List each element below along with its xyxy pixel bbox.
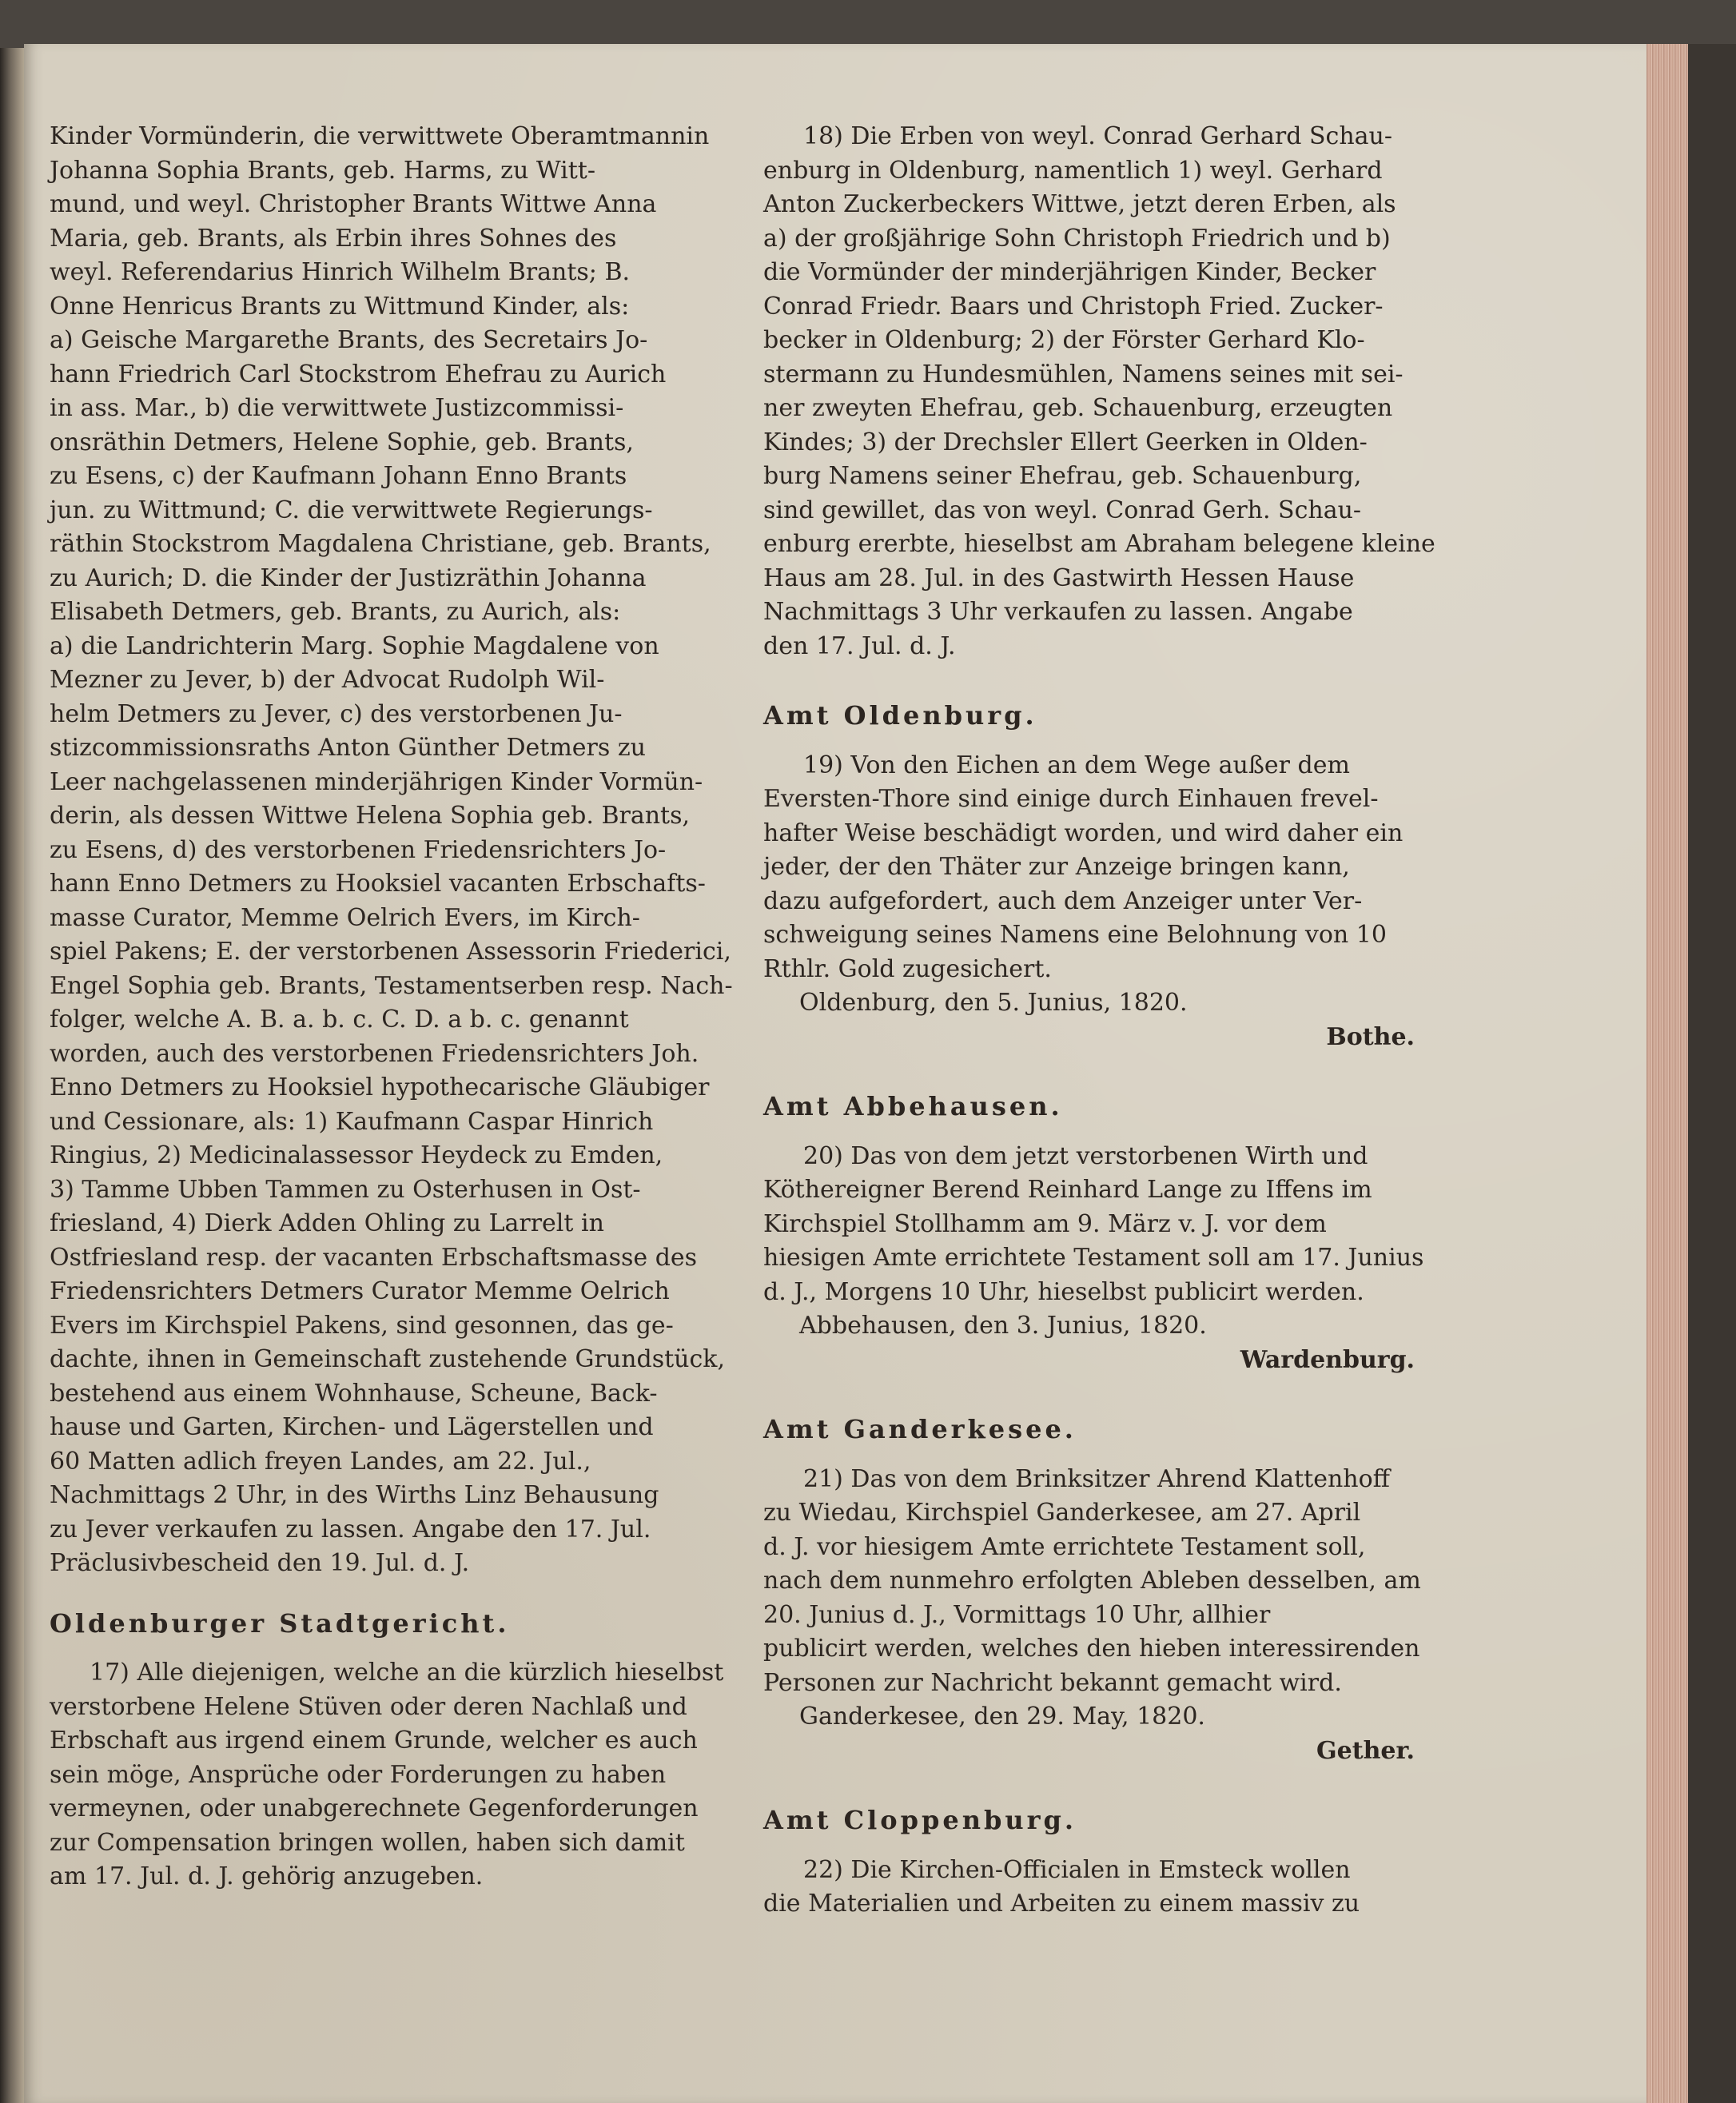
notice-20 bbox=[763, 1140, 1431, 1310]
text-line: zu Aurich; D. die Kinder der Justizräthin Johanna bbox=[50, 564, 647, 592]
text-line: hafter Weise beschädigt worden, und wird daher ein bbox=[763, 818, 1404, 847]
text-line: d. J. vor hiesigem Amte errichtete Testament soll, bbox=[763, 1532, 1366, 1561]
text-line: zu Esens, d) des verstorbenen Friedensrichters Jo- bbox=[50, 835, 667, 864]
notice-16-continued bbox=[50, 120, 753, 1581]
text-line: mund, und weyl. Christopher Brants Wittwe Anna bbox=[50, 190, 657, 218]
text-line: Conrad Friedr. Baars und Christoph Fried. Zucker- bbox=[763, 292, 1384, 321]
text-line: 3) Tamme Ubben Tammen zu Osterhusen in Ost- bbox=[50, 1175, 641, 1204]
text-line: Nachmittags 2 Uhr, in des Wirths Linz Behausung bbox=[50, 1481, 659, 1509]
section-heading-amt-cloppenburg: Amt Cloppenburg. bbox=[763, 1805, 1077, 1835]
text-line: dachte, ihnen in Gemeinschaft zustehende Grundstück, bbox=[50, 1345, 725, 1373]
text-line: Maria, geb. Brants, als Erbin ihres Sohnes des bbox=[50, 224, 617, 253]
text-line: vermeynen, oder unabgerechnete Gegenforderungen bbox=[50, 1794, 699, 1822]
text-line: a) die Landrichterin Marg. Sophie Magdalene von bbox=[50, 631, 659, 660]
text-line: Mezner zu Jever, b) der Advocat Rudolph Wil- bbox=[50, 666, 605, 694]
text-line: 20. Junius d. J., Vormittags 10 Uhr, allhier bbox=[763, 1600, 1271, 1629]
book-spine-edge bbox=[0, 48, 26, 2103]
text-line: stermann zu Hundesmühlen, Namens seines mit sei- bbox=[763, 360, 1404, 388]
right-column bbox=[763, 120, 1435, 1922]
text-line: sein möge, Ansprüche oder Forderungen zu haben bbox=[50, 1760, 667, 1789]
text-line: räthin Stockstrom Magdalena Christiane, geb. Brants, bbox=[50, 530, 711, 558]
section-heading-amt-ganderkesee: Amt Ganderkesee. bbox=[763, 1414, 1077, 1444]
dateline-oldenburg: Oldenburg, den 5. Junius, 1820. bbox=[799, 989, 1188, 1017]
page-fore-edge bbox=[1646, 44, 1688, 2103]
text-line: zur Compensation bringen wollen, haben sich damit bbox=[50, 1828, 685, 1857]
text-line: und Cessionare, als: 1) Kaufmann Caspar Hinrich bbox=[50, 1107, 654, 1136]
text-line: enburg in Oldenburg, namentlich 1) weyl. Gerhard bbox=[763, 156, 1383, 185]
text-line: die Vormünder der minderjährigen Kinder, Becker bbox=[763, 258, 1376, 286]
text-line: enburg ererbte, hieselbst am Abraham belegene kleine bbox=[763, 530, 1435, 558]
text-line: Elisabeth Detmers, geb. Brants, zu Aurich, als: bbox=[50, 598, 621, 626]
notice-17 bbox=[50, 1656, 753, 1894]
text-line: jun. zu Wittmund; C. die verwittwete Regierungs- bbox=[50, 496, 653, 524]
left-column bbox=[50, 120, 753, 1894]
dateline-abbehausen: Abbehausen, den 3. Junius, 1820. bbox=[799, 1312, 1207, 1340]
text-line: die Materialien und Arbeiten zu einem massiv zu bbox=[763, 1890, 1360, 1918]
notice-19 bbox=[763, 749, 1431, 987]
text-line: Ostfriesland resp. der vacanten Erbschaftsmasse des bbox=[50, 1243, 698, 1272]
text-line: stizcommissionsraths Anton Günther Detmers zu bbox=[50, 734, 646, 762]
text-line: onsräthin Detmers, Helene Sophie, geb. Brants, bbox=[50, 428, 634, 456]
notice-18 bbox=[763, 120, 1435, 663]
section-heading-amt-abbehausen: Amt Abbehausen. bbox=[763, 1091, 1063, 1121]
text-line: spiel Pakens; E. der verstorbenen Assessorin Friederici, bbox=[50, 938, 731, 966]
text-line: Enno Detmers zu Hooksiel hypothecarische Gläubiger bbox=[50, 1073, 710, 1101]
text-line: 19) Von den Eichen an dem Wege außer dem bbox=[803, 751, 1350, 779]
text-line: folger, welche A. B. a. b. c. C. D. a b. c. genannt bbox=[50, 1006, 629, 1034]
text-line: Nachmittags 3 Uhr verkaufen zu lassen. Angabe bbox=[763, 598, 1353, 626]
signature-gether: Gether. bbox=[1316, 1736, 1415, 1765]
text-line: den 17. Jul. d. J. bbox=[763, 631, 956, 660]
text-line: 17) Alle diejenigen, welche an die kürzlich hieselbst bbox=[90, 1659, 724, 1687]
dateline-ganderkesee: Ganderkesee, den 29. May, 1820. bbox=[799, 1703, 1205, 1731]
text-line: becker in Oldenburg; 2) der Förster Gerhard Klo- bbox=[763, 326, 1365, 354]
text-line: Rthlr. Gold zugesichert. bbox=[763, 954, 1052, 983]
text-line: Johanna Sophia Brants, geb. Harms, zu Witt- bbox=[50, 156, 595, 185]
text-line: worden, auch des verstorbenen Friedensrichters Joh. bbox=[50, 1039, 699, 1068]
text-line: masse Curator, Memme Oelrich Evers, im Kirch- bbox=[50, 903, 640, 932]
text-line: a) der großjährige Sohn Christoph Friedrich und b) bbox=[763, 224, 1391, 253]
section-heading-amt-oldenburg: Amt Oldenburg. bbox=[763, 700, 1037, 731]
text-line: Köthereigner Berend Reinhard Lange zu Iffens im bbox=[763, 1176, 1372, 1204]
text-line: in ass. Mar., b) die verwittwete Justizcommissi- bbox=[50, 394, 624, 422]
text-line: sind gewillet, das von weyl. Conrad Gerh. Schau- bbox=[763, 496, 1362, 524]
text-line: hiesigen Amte errichtete Testament soll am 17. Junius bbox=[763, 1244, 1424, 1272]
text-line: hann Enno Detmers zu Hooksiel vacanten Erbschafts- bbox=[50, 870, 706, 898]
text-line: weyl. Referendarius Hinrich Wilhelm Brants; B. bbox=[50, 258, 631, 286]
text-line: Personen zur Nachricht bekannt gemacht wird. bbox=[763, 1668, 1342, 1697]
text-line: Onne Henricus Brants zu Wittmund Kinder, als: bbox=[50, 292, 630, 321]
text-line: Haus am 28. Jul. in des Gastwirth Hessen Hause bbox=[763, 564, 1355, 592]
text-line: nach dem nunmehro erfolgten Ableben desselben, am bbox=[763, 1567, 1421, 1595]
section-heading-oldenburger-stadtgericht: Oldenburger Stadtgericht. bbox=[50, 1607, 510, 1639]
text-line: zu Wiedau, Kirchspiel Ganderkesee, am 27. April bbox=[763, 1499, 1361, 1527]
text-line: Kirchspiel Stollhamm am 9. März v. J. vor dem bbox=[763, 1209, 1327, 1238]
text-line: Kinder Vormünderin, die verwittwete Oberamtmannin bbox=[50, 122, 710, 150]
text-line: 21) Das von dem Brinksitzer Ahrend Klattenhoff bbox=[803, 1464, 1390, 1493]
text-line: Friedensrichters Detmers Curator Memme Oelrich bbox=[50, 1277, 670, 1305]
text-line: publicirt werden, welches den hieben interessirenden bbox=[763, 1635, 1420, 1663]
text-line: hann Friedrich Carl Stockstrom Ehefrau zu Aurich bbox=[50, 360, 667, 388]
text-line: Ringius, 2) Medicinalassessor Heydeck zu Emden, bbox=[50, 1141, 663, 1169]
text-line: 60 Matten adlich freyen Landes, am 22. Jul., bbox=[50, 1447, 591, 1476]
text-line: 18) Die Erben von weyl. Conrad Gerhard Schau- bbox=[803, 122, 1392, 150]
text-line: Engel Sophia geb. Brants, Testamentserben resp. Nach- bbox=[50, 971, 733, 1000]
text-line: friesland, 4) Dierk Adden Ohling zu Larrelt in bbox=[50, 1209, 604, 1237]
text-line: am 17. Jul. d. J. gehörig anzugeben. bbox=[50, 1862, 484, 1890]
text-line: helm Detmers zu Jever, c) des verstorbenen Ju- bbox=[50, 699, 623, 728]
text-line: dazu aufgefordert, auch dem Anzeiger unter Ver- bbox=[763, 886, 1363, 915]
text-line: schweigung seines Namens eine Belohnung von 10 bbox=[763, 921, 1387, 949]
notice-21 bbox=[763, 1463, 1431, 1701]
notice-22 bbox=[763, 1854, 1431, 1922]
text-line: burg Namens seiner Ehefrau, geb. Schauenburg, bbox=[763, 462, 1362, 490]
text-line: hause und Garten, Kirchen- und Lägerstellen und bbox=[50, 1413, 654, 1441]
scan-background-edge bbox=[1688, 44, 1736, 2103]
text-line: Erbschaft aus irgend einem Grunde, welcher es auch bbox=[50, 1727, 698, 1754]
text-line: Präclusivbescheid den 19. Jul. d. J. bbox=[50, 1549, 470, 1577]
text-line: Evers im Kirchspiel Pakens, sind gesonnen, das ge- bbox=[50, 1311, 674, 1340]
text-line: Leer nachgelassenen minderjährigen Kinder Vormün- bbox=[50, 767, 703, 796]
text-line: jeder, der den Thäter zur Anzeige bringen kann, bbox=[763, 853, 1350, 881]
text-line: zu Esens, c) der Kaufmann Johann Enno Brants bbox=[50, 462, 627, 490]
text-line: bestehend aus einem Wohnhause, Scheune, Back- bbox=[50, 1379, 658, 1408]
signature-bothe: Bothe. bbox=[1326, 1022, 1415, 1051]
text-line: zu Jever verkaufen zu lassen. Angabe den 17. Jul. bbox=[50, 1515, 651, 1543]
text-line: ner zweyten Ehefrau, geb. Schauenburg, erzeugten bbox=[763, 394, 1393, 422]
text-line: d. J., Morgens 10 Uhr, hieselbst publicirt werden. bbox=[763, 1277, 1364, 1306]
text-line: a) Geische Margarethe Brants, des Secretairs Jo- bbox=[50, 326, 648, 354]
text-line: Anton Zuckerbeckers Wittwe, jetzt deren Erben, als bbox=[763, 190, 1396, 218]
text-line: derin, als dessen Wittwe Helena Sophia geb. Brants, bbox=[50, 802, 691, 830]
text-line: Kindes; 3) der Drechsler Ellert Geerken in Olden- bbox=[763, 428, 1368, 456]
signature-wardenburg: Wardenburg. bbox=[1240, 1345, 1415, 1374]
text-line: Eversten-Thore sind einige durch Einhauen frevel- bbox=[763, 785, 1379, 813]
text-line: 20) Das von dem jetzt verstorbenen Wirth und bbox=[803, 1141, 1368, 1170]
text-line: 22) Die Kirchen-Officialen in Emsteck wollen bbox=[803, 1855, 1351, 1884]
text-line: verstorbene Helene Stüven oder deren Nachlaß und bbox=[50, 1692, 687, 1721]
